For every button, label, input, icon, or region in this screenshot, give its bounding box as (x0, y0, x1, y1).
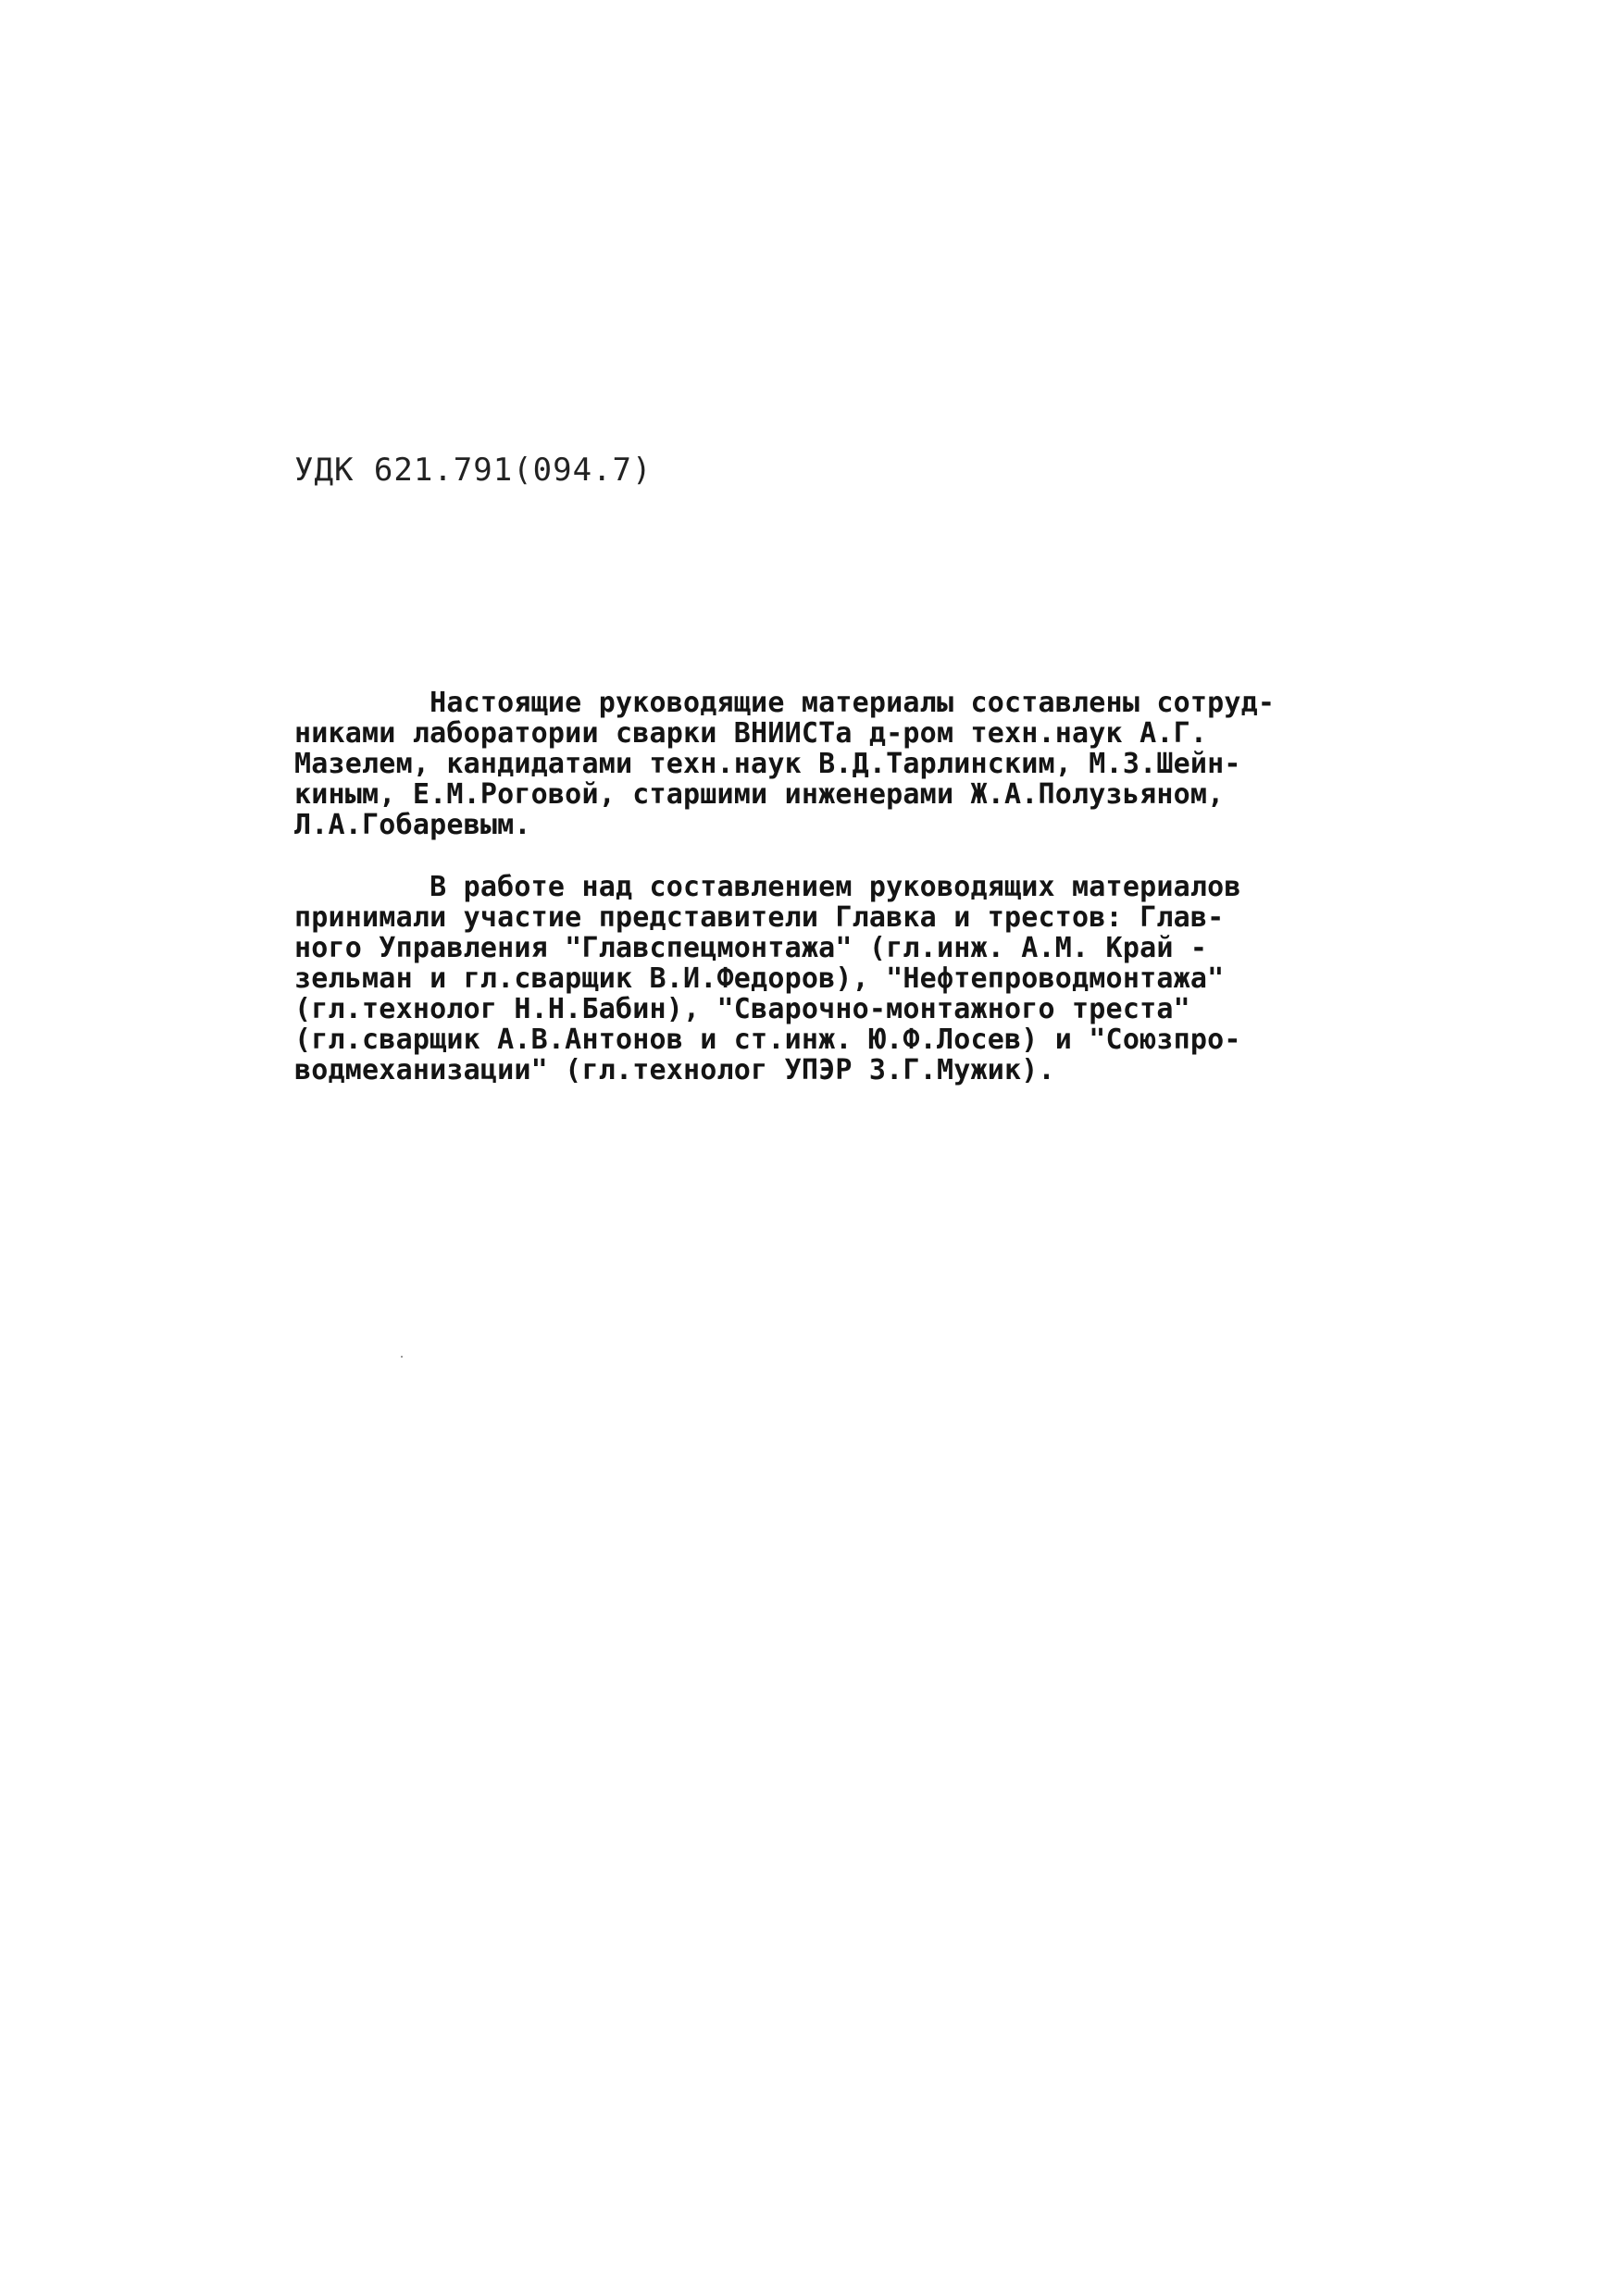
paragraph-line: ного Управления "Главспецмонтажа" (гл.инж. А.М. Край - (294, 932, 1208, 964)
paragraph-line: никами лаборатории сварки ВНИИСТа д-ром техн.наук А.Г. (294, 717, 1208, 750)
paragraph-line: Настоящие руководящие материалы составлены сотруд- (294, 687, 1276, 719)
participants-paragraph (294, 872, 1350, 1086)
udk-code: УДК 621.791(094.7) (294, 452, 653, 489)
paragraph-line: В работе над составлением руководящих материалов (294, 871, 1241, 903)
paragraph-line: Л.А.Гобаревым. (294, 809, 531, 841)
authors-paragraph (294, 688, 1350, 840)
paragraph-line: киным, Е.М.Роговой, старшими инженерами Ж.А.Полузьяном, (294, 778, 1225, 811)
paragraph-line: зельман и гл.сварщик В.И.Федоров), "Нефтепроводмонтажа" (294, 962, 1225, 995)
paragraph-line: (гл.технолог Н.Н.Бабин), "Сварочно-монтажного треста" (294, 993, 1190, 1025)
paragraph-line: (гл.сварщик А.В.Антонов и ст.инж. Ю.Ф.Лосев) и "Союзпро- (294, 1024, 1241, 1056)
paragraph-line: Мазелем, кандидатами техн.наук В.Д.Тарлинским, М.З.Шейн- (294, 748, 1241, 780)
paragraph-line: водмеханизации" (гл.технолог УПЭР З.Г.Мужик). (294, 1054, 1055, 1086)
scan-speck (401, 1356, 403, 1358)
paragraph-line: принимали участие представители Главка и трестов: Глав- (294, 901, 1225, 934)
